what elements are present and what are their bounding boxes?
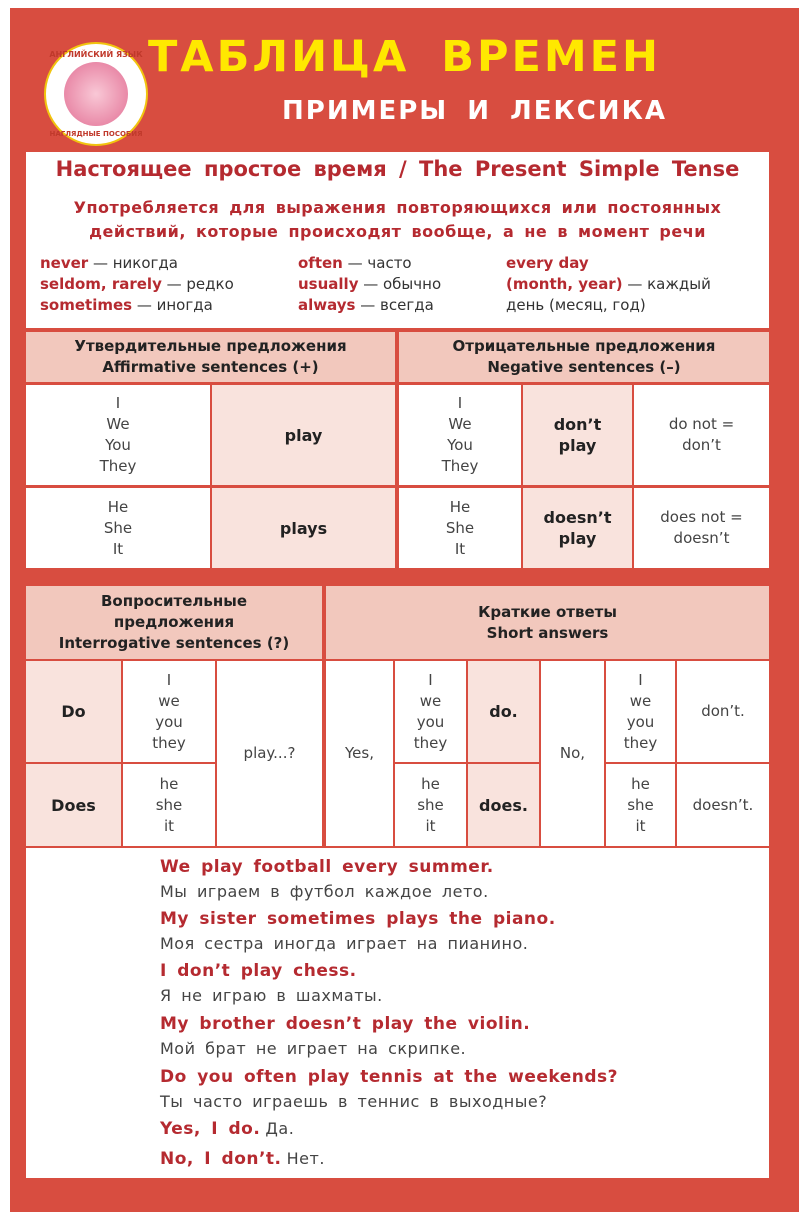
aux-does: Does — [26, 764, 121, 846]
yes-aux-do: do. — [468, 661, 539, 762]
short-answers-subtitle: Short answers — [486, 623, 609, 642]
interrogative-title: Вопросительные — [101, 592, 247, 610]
affirmative-verb-2: plays — [212, 488, 395, 568]
usage-line-2: действий, которые происходят вообще, а не в момент речи — [89, 222, 706, 241]
pronoun: we — [629, 691, 652, 710]
negative-subtitle: Negative sentences (–) — [487, 358, 681, 376]
pronoun: they — [152, 733, 186, 752]
pronoun: they — [623, 733, 658, 752]
yes-aux-does: does. — [468, 764, 539, 846]
affirmative-pronouns-2 — [26, 488, 210, 568]
pronoun: she — [627, 795, 654, 814]
interrogative-pronouns-1 — [123, 661, 215, 762]
negative-pronouns-1 — [399, 385, 521, 485]
no-aux-dont: don’t. — [677, 661, 769, 762]
pronoun: it — [425, 816, 436, 835]
pronoun: She — [103, 518, 133, 537]
affirmative-pronouns-1 — [26, 385, 210, 485]
pronoun: she — [155, 795, 183, 814]
examples-section — [26, 848, 769, 1178]
pronoun: He — [107, 497, 129, 516]
vocab-item: never — никогда — [40, 254, 178, 272]
no-pronouns-1 — [606, 661, 675, 762]
interrogative-subtitle: Interrogative sentences (?) — [58, 634, 290, 652]
vocab-item: every day — [506, 254, 589, 272]
aux-do: Do — [26, 661, 121, 762]
pronoun: it — [635, 816, 646, 835]
verb-part: play — [558, 436, 597, 455]
no-aux-doesnt: doesn’t. — [677, 764, 769, 846]
example-ru: Нет. — [286, 1149, 325, 1168]
interrogative-header — [26, 586, 322, 659]
vocab-item: день (месяц, год) — [506, 296, 646, 314]
example-ru: Мой брат не играет на скрипке. — [160, 1039, 467, 1058]
short-answers-header — [326, 586, 769, 659]
pronoun: It — [112, 539, 124, 558]
pronoun: we — [158, 691, 180, 710]
vocab-item: often — часто — [298, 254, 412, 272]
interrogative-pronouns-2 — [123, 764, 215, 846]
section-header: Настоящее простое время / The Present Simple Tense — [55, 157, 740, 181]
example-en: No, I don’t. — [160, 1149, 282, 1169]
pronoun: she — [417, 795, 444, 814]
page-subtitle: ПРИМЕРЫ И ЛЕКСИКА — [282, 96, 667, 126]
verb-part: don’t — [553, 415, 602, 434]
negative-note-2 — [634, 488, 769, 568]
vocab-column-1 — [40, 253, 300, 316]
pronoun: I — [457, 394, 463, 412]
example-ru: Ты часто играешь в теннис в выходные? — [160, 1092, 548, 1111]
example-en: We play football every summer. — [160, 857, 494, 877]
note-line: don’t — [682, 436, 721, 454]
interrogative-title: предложения — [113, 613, 235, 631]
pronoun: You — [447, 436, 473, 454]
note-line: does not = — [660, 508, 743, 526]
pronoun: he — [421, 774, 440, 793]
negative-verb-2 — [523, 488, 632, 568]
pronoun: He — [449, 497, 471, 516]
verb-part: play — [558, 529, 597, 548]
logo-top-text: АНГЛИЙСКИЙ ЯЗЫК — [49, 50, 143, 59]
vocab-item: sometimes — иногда — [40, 296, 213, 314]
vocab-item: seldom, rarely — редко — [40, 275, 234, 293]
pronoun: They — [99, 457, 137, 475]
pronoun: I — [428, 670, 433, 689]
example-en: I don’t play chess. — [160, 961, 357, 981]
example-ru: Да. — [265, 1119, 295, 1138]
logo-bottom-text: НАГЛЯДНЫЕ ПОСОБИЯ — [49, 130, 143, 138]
negative-verb-1 — [523, 385, 632, 485]
verb-part: doesn’t — [543, 508, 612, 527]
short-answers-title: Краткие ответы — [478, 602, 617, 621]
yes-pronouns-1 — [395, 661, 466, 762]
vocab-column-3 — [506, 253, 766, 316]
pronoun: I — [166, 670, 172, 689]
note-line: doesn’t — [673, 529, 730, 547]
affirmative-subtitle: Affirmative sentences (+) — [102, 358, 319, 376]
yes-cell: Yes, — [326, 661, 393, 846]
negative-note-1 — [634, 385, 769, 485]
example-en: Do you often play tennis at the weekends? — [160, 1067, 619, 1087]
pronoun: he — [631, 774, 650, 793]
interrogative-verb: play...? — [217, 661, 322, 846]
negative-title: Отрицательные предложения — [452, 337, 716, 355]
page-title: ТАБЛИЦА ВРЕМЕН — [147, 32, 662, 82]
example-ru: Я не играю в шахматы. — [160, 986, 383, 1005]
example-ru: Моя сестра иногда играет на пианино. — [160, 934, 529, 953]
affirmative-header — [26, 332, 395, 382]
pronoun: We — [448, 415, 472, 433]
pronoun: They — [441, 457, 479, 475]
pronoun: I — [638, 670, 643, 689]
vocab-item: usually — обычно — [298, 275, 442, 293]
vocab-item: (month, year) — каждый — [506, 275, 711, 293]
pronoun: he — [159, 774, 179, 793]
pronoun: It — [454, 539, 466, 558]
pronoun: She — [445, 518, 475, 537]
pronoun: I — [115, 394, 121, 412]
pronoun: we — [419, 691, 442, 710]
no-pronouns-2 — [606, 764, 675, 846]
pronoun: We — [106, 415, 130, 433]
yes-pronouns-2 — [395, 764, 466, 846]
pronoun: you — [416, 712, 445, 731]
example-en: My sister sometimes plays the piano. — [160, 909, 556, 929]
affirmative-verb-1: play — [212, 385, 395, 485]
negative-pronouns-2 — [399, 488, 521, 568]
example-short-yes — [160, 1119, 294, 1139]
affirmative-title: Утвердительные предложения — [74, 337, 347, 355]
pronoun: you — [626, 712, 655, 731]
example-short-no — [160, 1149, 325, 1169]
vocab-column-2 — [298, 253, 498, 316]
note-line: do not = — [668, 415, 735, 433]
negative-header — [399, 332, 769, 382]
vocab-item: always — всегда — [298, 296, 434, 314]
usage-line-1: Употребляется для выражения повторяющихся или постоянных — [73, 198, 722, 217]
pronoun: they — [413, 733, 448, 752]
no-cell: No, — [541, 661, 604, 846]
example-en: My brother doesn’t play the violin. — [160, 1014, 531, 1034]
pronoun: it — [163, 816, 175, 835]
pronoun: You — [105, 436, 131, 454]
example-en: Yes, I do. — [160, 1119, 261, 1139]
pronoun: you — [155, 712, 183, 731]
example-ru: Мы играем в футбол каждое лето. — [160, 882, 489, 901]
usage-section — [26, 152, 769, 328]
